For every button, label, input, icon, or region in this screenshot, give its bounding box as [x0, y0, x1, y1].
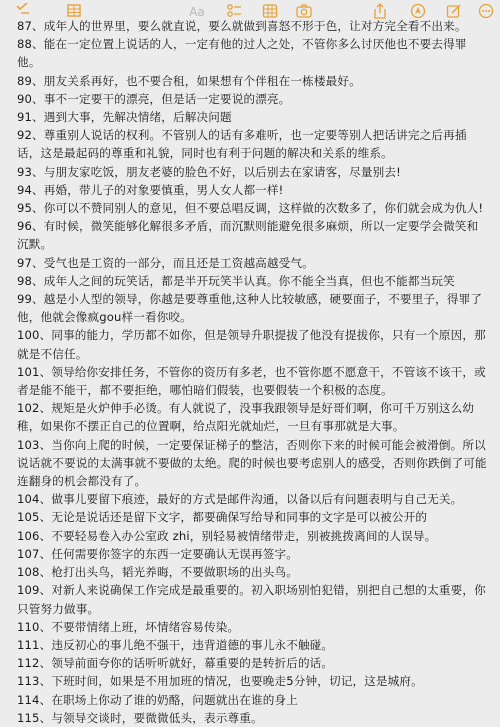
note-list-item: 115、与领导交谈时，要微微低头，表示尊重。	[17, 710, 263, 725]
note-list-item: 89、朋友关系再好，也不要合租，如果想有个伴租在一栋楼最好。	[17, 73, 361, 88]
note-list-item: 91、遇到大事，先解决情绪，后解决问题	[17, 110, 232, 125]
note-list-item: 88、能在一定位置上说话的人，一定有他的过人之处，不管你多么讨厌他也不要去得罪他。	[17, 37, 467, 70]
note-list-item: 99、越是小人型的领导，你越是要尊重他,这种人比较敏感，硬要面子，不要里子，得罪了他，他就会像疯gou样一看你咬。	[17, 292, 483, 325]
note-body[interactable]	[17, 17, 487, 727]
note-list-item: 96、有时候，微笑能够化解很多矛盾，而沉默则能避免很多麻烦，所以一定要学会微笑和沉默。	[17, 219, 479, 252]
note-list-item: 114、在职场上你动了谁的奶酪，问题就出在谁的身上	[17, 692, 298, 707]
note-list-item: 108、枪打出头鸟，韬光养晦，不要做职场的出头鸟。	[17, 565, 298, 580]
note-list-item: 102、规矩是火炉伸手必烫。有人就说了，没事我跟领导是好哥们啊，你可千万别这么幼稚，如果你不摆正自己的位置啊，给点阳光就灿烂，一旦有事那就是大事。	[17, 401, 475, 434]
note-list-item: 95、你可以不赞同别人的意见，但不要总唱反调，这样做的次数多了，你们就会成为仇人!	[17, 201, 484, 216]
note-list-item: 97、受气也是工资的一部分，而且还是工资越高越受气。	[17, 255, 314, 270]
note-list-item: 113、下班时间，如果是不用加班的情况，也要晚走5分钟，切记，这是城府。	[17, 674, 423, 689]
note-list-item: 105、无论是说话还是留下文字，都要确保写给导和同事的文字是可以被公开的	[17, 510, 428, 525]
note-list-item: 109、对新人来说确保工作完成是最重要的。初入职场别怕犯错，别把自己想的太重要，你只管努力做事。	[17, 583, 486, 616]
format-text-button[interactable]: Aa	[189, 5, 205, 19]
note-list-item: 98、成年人之间的玩笑话，都是半开玩笑半认真。你不能全当真，但也不能都当玩笑	[17, 273, 455, 288]
note-list-item: 106、不要轻易卷入办公室政 zhi，别轻易被情绪带走，别被挑拨离间的人误导。	[17, 528, 437, 543]
note-list-item: 100、同事的能力，学历都不如你，但是领导升职提拔了他没有提拔你，只有一个原因，那就是不信任。	[17, 328, 486, 361]
note-list-item: 94、再婚，带儿子的对象要慎重，男人女人都一样!	[17, 182, 284, 197]
note-list-item: 112、领导前面夸你的话听听就好，幕重要的是转折后的话。	[17, 656, 334, 671]
note-list-item: 110、不要带情绪上班，坏情绪容易传染。	[17, 619, 240, 634]
note-list-item: 111、违反初心的事儿绝不强干，违背道德的事儿永不触碰。	[17, 637, 334, 652]
note-list-item: 103、当你向上爬的时候，一定要保证梯子的整洁，否则你下来的时候可能会被滑倒。所以说话就不要说的太满事就不要做的太绝。爬的时候也要考虑别人的感受，否则你跌倒了可能连翻身的机会都没有了。	[17, 437, 487, 489]
note-list-item: 92、尊重别人说话的权利。不管别人的话有多难听，也一定要等别人把话讲完之后再插话，这是最起码的尊重和礼貌，同时也有利于问题的解决和关系的维系。	[17, 128, 467, 161]
note-list-item: 87、成年人的世界里，要么就直说，要么就做到喜怒不形于色，让对方完全看不出来。	[17, 19, 467, 33]
note-list-item: 101、领导给你安排任务，不管你的资历有多老，也不管你愿不愿意干，不管该不该干，或者是能不能干，都不要拒绝，哪怕暗们假装，也要假装一个积极的态度。	[17, 364, 486, 398]
note-list-item: 104、做事儿要留下痕迹，最好的方式是邮件沟通，以备以后有问题表明与自己无关。	[17, 492, 463, 507]
note-list-item: 90、事不一定要干的漂亮，但是话一定要说的漂亮。	[17, 91, 291, 106]
note-list-item: 93、与朋友家吃饭，朋友老婆的脸色不好，以后别去在家请客，尽量别去!	[17, 164, 401, 179]
note-list-item: 107、任何需要你签字的东西一定要确认无误再签字。	[17, 546, 298, 561]
